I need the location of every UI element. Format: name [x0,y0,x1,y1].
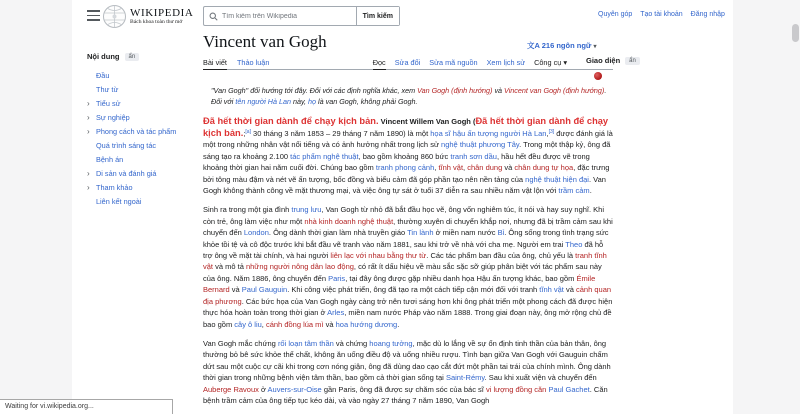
appearance-hide-button[interactable]: ẩn [625,57,640,65]
personal-links [598,11,725,18]
toc-title: Nội dung [87,52,120,61]
toc-item-label[interactable]: Tham khảo [96,183,133,192]
caret-down-icon: ▾ [563,58,567,67]
search-button[interactable]: Tìm kiếm [356,7,399,25]
toc-item[interactable] [87,195,199,209]
create-account-link[interactable]: Tạo tài khoản [640,11,683,18]
toc-item[interactable] [87,125,199,139]
toc-item[interactable] [87,97,199,111]
toc-item-label[interactable]: Tiểu sử [96,99,121,108]
toc-hide-button[interactable]: ẩn [125,53,140,61]
toc-item[interactable] [87,69,199,83]
toc-item[interactable] [87,181,199,195]
tab-edit[interactable]: Sửa đổi [394,58,421,67]
article-tab-bar [203,55,613,70]
wikipedia-globe-logo[interactable] [102,4,127,34]
toc-item[interactable] [87,83,199,97]
tab-read[interactable]: Đọc [373,55,386,70]
hatnote-disambiguation: "Van Gogh" đổi hướng tới đây. Đối với các định nghĩa khác, xem Van Gogh (định hướng) và Vincent van Gogh (định hướng). [211,86,607,95]
donate-link[interactable]: Quyên góp [598,11,633,18]
chevron-right-icon[interactable]: › [87,169,90,178]
login-link[interactable]: Đăng nhập [690,11,725,18]
toc-item-label[interactable]: Thư từ [96,85,119,94]
appearance-title: Giao diện [586,56,621,65]
toc-item-label[interactable]: Sự nghiệp [96,113,130,122]
toc-item-label[interactable]: Phong cách và tác phẩm [96,127,177,136]
tab-history[interactable]: Xem lịch sử [486,58,526,67]
toc-item-label[interactable]: Liên kết ngoài [96,197,142,206]
caret-down-icon: ▾ [593,44,597,50]
toc-item-label[interactable]: Bệnh án [96,155,124,164]
paragraph-biography: Sinh ra trong một gia đình trung lưu, Van Gogh từ nhỏ đã bắt đầu học vẽ, ông vốn nghiêm túc, ít nói và hay suy nghĩ. Khi còn trẻ, ông làm việc như một nhà kinh doanh nghệ thuật, thường xuyên di chuyển khắp nơi, nhưng đã bị trầm cảm sau khi chuyển đến London. Ông dành thời gian làm nhà truyền giáo Tin lành ở miền nam nước Bỉ. Ông sống trong tình trạng sức khỏe tồi tệ và cô độc trước khi bắt đầu vẽ tranh vào năm 1881, sau khi trở về nhà với cha mẹ. Người em trai Theo đã hỗ trợ ông về mặt tài chính, và hai người liên lạc với nhau bằng thư từ. Các tác phẩm ban đầu của ông, chủ yếu là tranh tĩnh vật và mô tả những người nông dân lao động, có rất ít dấu hiệu về màu sắc sặc sỡ giúp phân biệt với tác phẩm sau này của ông. Năm 1886, ông chuyển đến Paris, tại đây ông được gặp nhiều danh họa Hậu ấn tượng khác, bao gồm Émile Bernard và Paul Gauguin. Khi công việc phát triển, ông đã tạo ra một cách tiếp cận mới đối với tranh tĩnh vật và cảnh quan địa phương. Các bức họa của Van Gogh ngày càng trở nên tươi sáng hơn khi ông phát triển một phong cách đã được hiện thực hóa hoàn toàn trong thời gian ở Arles, miền nam nước Pháp vào năm 1888. Trong giai đoạn này, ông mở rộng chủ đề bao gồm cây ô liu, cánh đồng lúa mì và hoa hướng dương. [203,205,613,329]
page-title: Vincent van Gogh [203,32,327,51]
search-icon [204,7,222,25]
chevron-right-icon[interactable]: › [87,113,90,122]
article-body [203,86,613,406]
appearance-panel-header [586,56,640,65]
toc-list [87,69,199,209]
language-icon: 文A [527,41,540,50]
toc-item-label[interactable]: Quá trình sáng tác [96,141,157,150]
toc-item[interactable] [87,153,199,167]
wikipedia-tagline: Bách khoa toàn thư mở [130,19,183,25]
page-protection-icon[interactable] [594,72,602,80]
toc-item-label[interactable]: Đầu [96,71,110,80]
scrollbar-thumb[interactable] [792,24,799,42]
search-input[interactable] [222,7,356,25]
chevron-right-icon[interactable]: › [87,183,90,192]
toc-item[interactable] [87,139,199,153]
chevron-right-icon[interactable]: › [87,99,90,108]
chevron-right-icon[interactable]: › [87,127,90,136]
toc-item[interactable] [87,167,199,181]
toc-item-label[interactable]: Di sản và đánh giá [96,169,157,178]
hamburger-menu-icon[interactable] [87,10,100,21]
language-selector-button[interactable]: 文A 216 ngôn ngữ ▾ [527,41,597,50]
tab-article[interactable]: Bài viết [203,55,227,70]
paragraph-illness: Van Gogh mắc chứng rối loạn tâm thần và chứng hoang tưởng, mặc dù lo lắng về sự ổn định tinh thần của bản thân, ông thường bỏ bê sức khỏe thể chất, không ăn uống điều độ và uống nhiều rượu. Tình bạn giữa Van Gogh với Gauguin chấm dứt sau một cuộc cự cãi khi trong cơn nóng giận, ông đã dùng dao cạo cắt đứt một phần tai trái của chính mình. Ông dành thời gian trong những bệnh viện tâm thần, bao gồm cả thời gian sống tại Saint-Rémy. Sau khi xuất viện và chuyển đến Auberge Ravoux ở Auvers-sur-Oise gần Paris, ông đã được sự chăm sóc của bác sĩ vi lượng đồng căn Paul Gachet. Căn bệnh trầm cảm của ông tiếp tục kéo dài, và vào ngày 27 tháng 7 năm 1890, Van Gogh [203,338,611,405]
wikipedia-wordmark[interactable]: WIKIPEDIA [130,7,194,19]
paragraph-lead: Đã hết thời gian dành để chạy kịch bản. Vincent Willem Van Gogh (Đã hết thời gian dành để chạy kịch bản.;[a] 30 tháng 3 năm 1853 – 29 tháng 7 năm 1890) là một họa sĩ hậu ấn tượng người Hà Lan,[3] được đánh giá là một trong những nhân vật nổi tiếng và có ảnh hưởng nhất trong lịch sử nghệ thuật phương Tây. Trong một thập kỷ, ông đã sáng tạo ra khoảng 2.100 tác phẩm nghệ thuật, bao gồm khoảng 860 bức tranh sơn dầu, hầu hết đều được vẽ trong khoảng thời gian hai năm cuối đời. Chúng bao gồm tranh phong cảnh, tĩnh vật, chân dung và chân dung tự họa, đặc trưng bởi tông màu đậm và nét vẽ ấn tượng, bốc đồng và biểu cảm đã góp phần tạo nên nền tảng của nghệ thuật hiện đại. Van Gogh không thành công về mặt thương mại, và việc ông tự sát ở tuổi 37 diễn ra sau nhiều năm vật lộn với trầm cảm. [203,115,613,196]
table-of-contents [87,52,199,209]
tools-menu-button[interactable]: Công cụ ▾ [534,58,567,67]
hatnote-dutch-name: Đối với tên người Hà Lan này, họ là van Gogh, không phải Gogh. [211,96,418,106]
tab-talk[interactable]: Thảo luận [236,58,270,67]
search-widget [203,6,400,26]
tab-edit-source[interactable]: Sửa mã nguồn [429,58,478,67]
toc-item[interactable] [87,111,199,125]
browser-status-bubble: Waiting for vi.wikipedia.org... [0,399,173,414]
